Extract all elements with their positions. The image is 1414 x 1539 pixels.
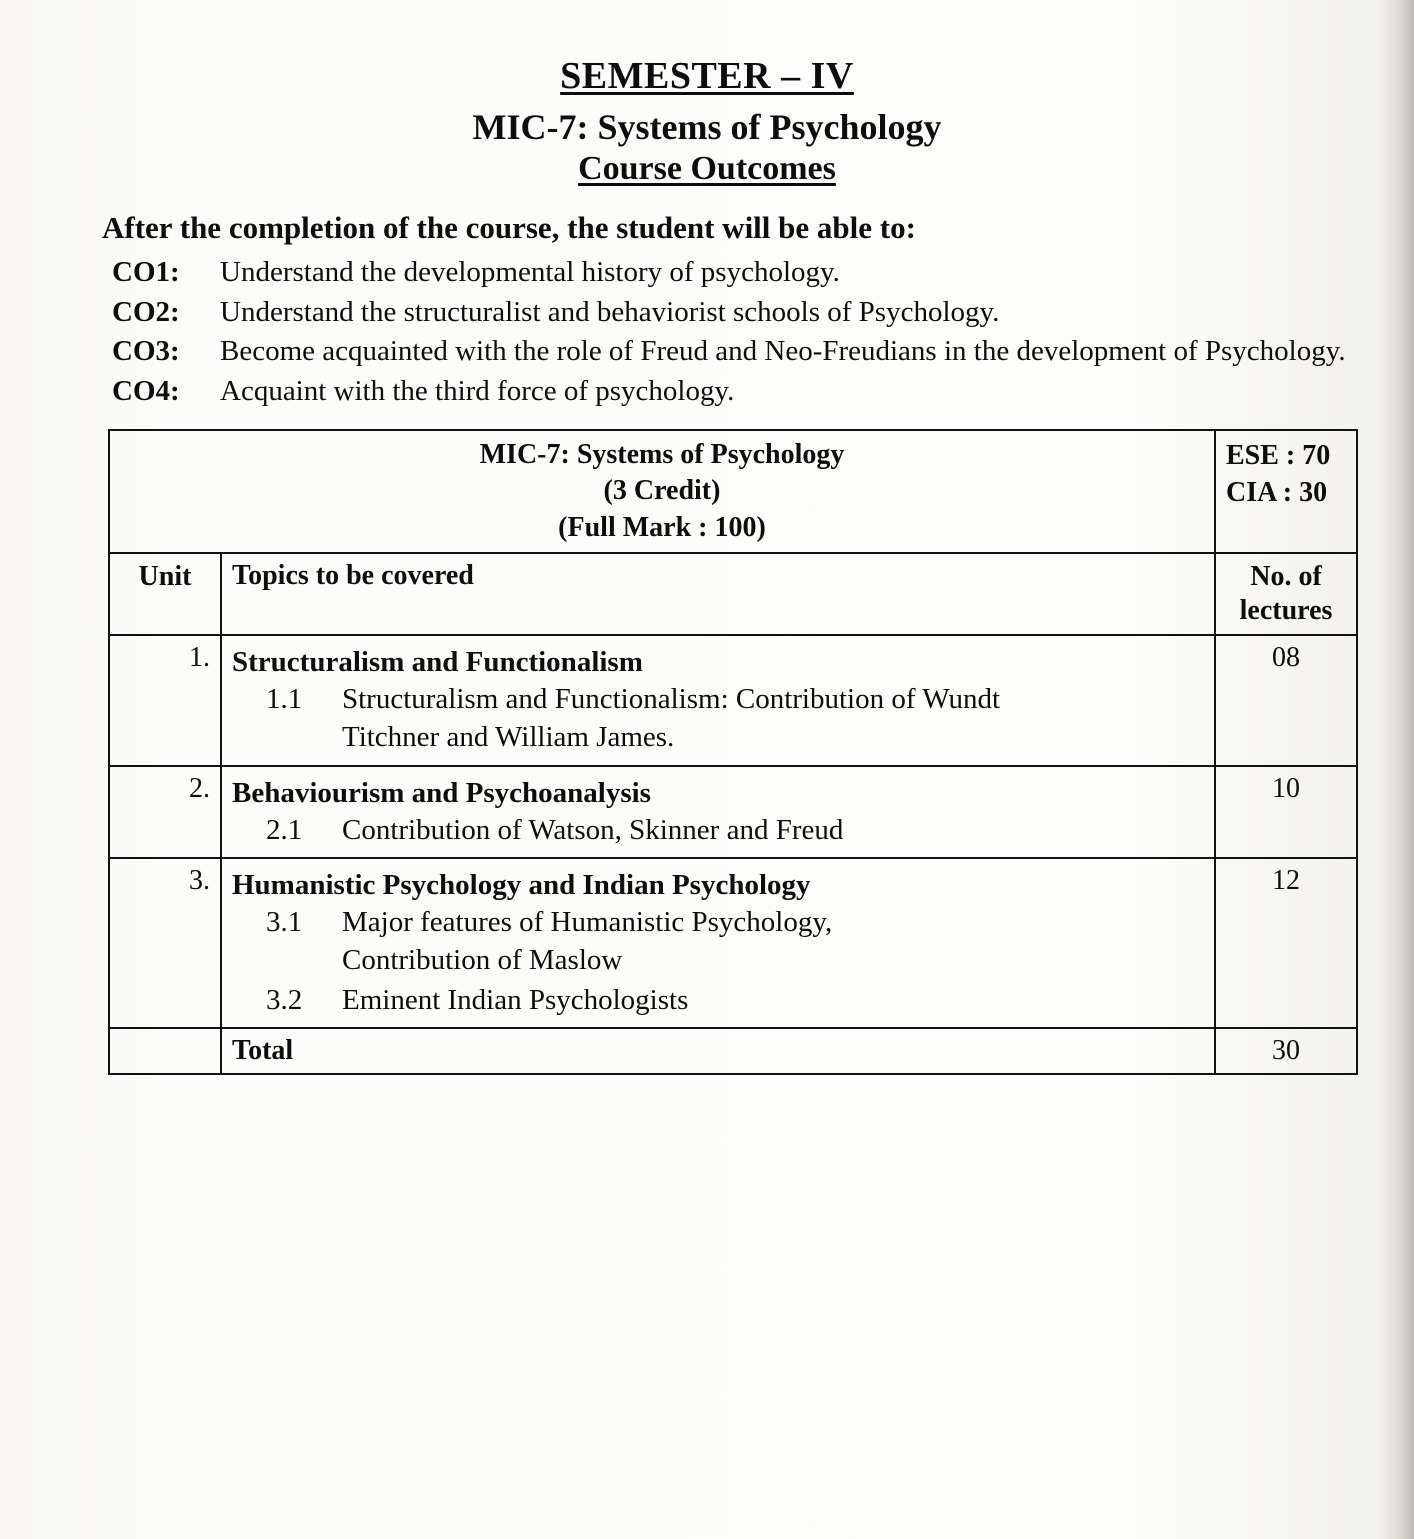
topic-title: Behaviourism and Psychoanalysis bbox=[232, 776, 651, 809]
outcome-text: Become acquainted with the role of Freud and Neo-Freudians in the development of Psychology. bbox=[220, 335, 1346, 368]
course-outcomes-heading: Course Outcomes bbox=[578, 150, 836, 187]
total-lectures: 30 bbox=[1215, 1028, 1357, 1074]
column-header-topics: Topics to be covered bbox=[221, 553, 1215, 635]
unit-topics bbox=[221, 635, 1215, 765]
table-header-row bbox=[109, 430, 1357, 553]
subtopic-number: 3.2 bbox=[266, 983, 303, 1016]
semester-heading: SEMESTER – IV bbox=[560, 55, 854, 97]
subtopic-line2: Contribution of Maslow bbox=[342, 943, 623, 976]
subtopic-number: 2.1 bbox=[266, 813, 303, 846]
subtopic bbox=[266, 982, 1204, 1020]
outcome-code: CO4: bbox=[112, 375, 180, 408]
table-row bbox=[109, 635, 1357, 765]
lecture-count: 12 bbox=[1215, 858, 1357, 1028]
table-header-title bbox=[109, 430, 1215, 553]
lecture-count: 08 bbox=[1215, 635, 1357, 765]
subtopic-text: Eminent Indian Psychologists bbox=[342, 983, 689, 1016]
header-title-line2: (3 Credit) bbox=[603, 475, 721, 507]
unit-topics bbox=[221, 766, 1215, 859]
syllabus-table bbox=[108, 429, 1358, 1076]
list-item bbox=[112, 294, 1354, 332]
subtopic-text: Contribution of Watson, Skinner and Freud bbox=[342, 813, 844, 846]
outcome-text: Understand the developmental history of psychology. bbox=[220, 256, 840, 288]
header-title-line3: (Full Mark : 100) bbox=[558, 511, 766, 543]
subtopic-text bbox=[342, 904, 1204, 979]
outcome-text: Understand the structuralist and behaviorist schools of Psychology. bbox=[220, 295, 1000, 328]
unit-number: 1. bbox=[109, 635, 221, 765]
course-title: MIC-7: Systems of Psychology bbox=[472, 107, 942, 147]
intro-text: After the completion of the course, the student will be able to: bbox=[102, 210, 916, 245]
outcome-code: CO2: bbox=[112, 295, 180, 328]
list-item bbox=[112, 333, 1354, 371]
subtopic-number: 3.1 bbox=[266, 906, 303, 939]
subtopic-line2: Titchner and William James. bbox=[342, 720, 675, 753]
table-total-row bbox=[109, 1028, 1357, 1074]
subtopic-text bbox=[342, 681, 1204, 756]
subtopic bbox=[266, 681, 1204, 756]
table-row bbox=[109, 766, 1357, 859]
total-empty-cell bbox=[109, 1028, 221, 1074]
subtopic-number: 1.1 bbox=[266, 683, 303, 716]
ese-marks: ESE : 70 bbox=[1226, 439, 1331, 471]
header-title-line1: MIC-7: Systems of Psychology bbox=[479, 438, 845, 470]
unit-number: 2. bbox=[109, 766, 221, 859]
lectures-line1: No. of bbox=[1250, 560, 1322, 592]
table-header-marks bbox=[1215, 430, 1357, 553]
outcome-code: CO1: bbox=[112, 256, 180, 288]
subtopic-line1: Structuralism and Functionalism: Contribution of Wundt bbox=[342, 683, 1001, 716]
total-label: Total bbox=[221, 1028, 1215, 1074]
lecture-count: 10 bbox=[1215, 766, 1357, 859]
table-column-header-row bbox=[109, 553, 1357, 635]
cia-marks: CIA : 30 bbox=[1226, 477, 1328, 509]
list-item bbox=[112, 373, 1354, 411]
table-row bbox=[109, 858, 1357, 1028]
course-outcomes-list bbox=[60, 254, 1354, 411]
subtopic bbox=[266, 812, 1204, 850]
unit-number: 3. bbox=[109, 858, 221, 1028]
outcome-code: CO3: bbox=[112, 335, 180, 368]
column-header-lectures bbox=[1215, 553, 1357, 635]
topic-title: Humanistic Psychology and Indian Psychology bbox=[232, 869, 811, 902]
column-header-unit: Unit bbox=[109, 553, 221, 635]
subtopic bbox=[266, 904, 1204, 979]
lectures-line2: lectures bbox=[1239, 595, 1333, 627]
unit-topics bbox=[221, 858, 1215, 1028]
topic-title: Structuralism and Functionalism bbox=[232, 646, 643, 679]
subtopic-line1: Major features of Humanistic Psychology, bbox=[342, 906, 833, 939]
list-item bbox=[112, 254, 1354, 292]
outcome-text: Acquaint with the third force of psychology. bbox=[220, 375, 735, 408]
